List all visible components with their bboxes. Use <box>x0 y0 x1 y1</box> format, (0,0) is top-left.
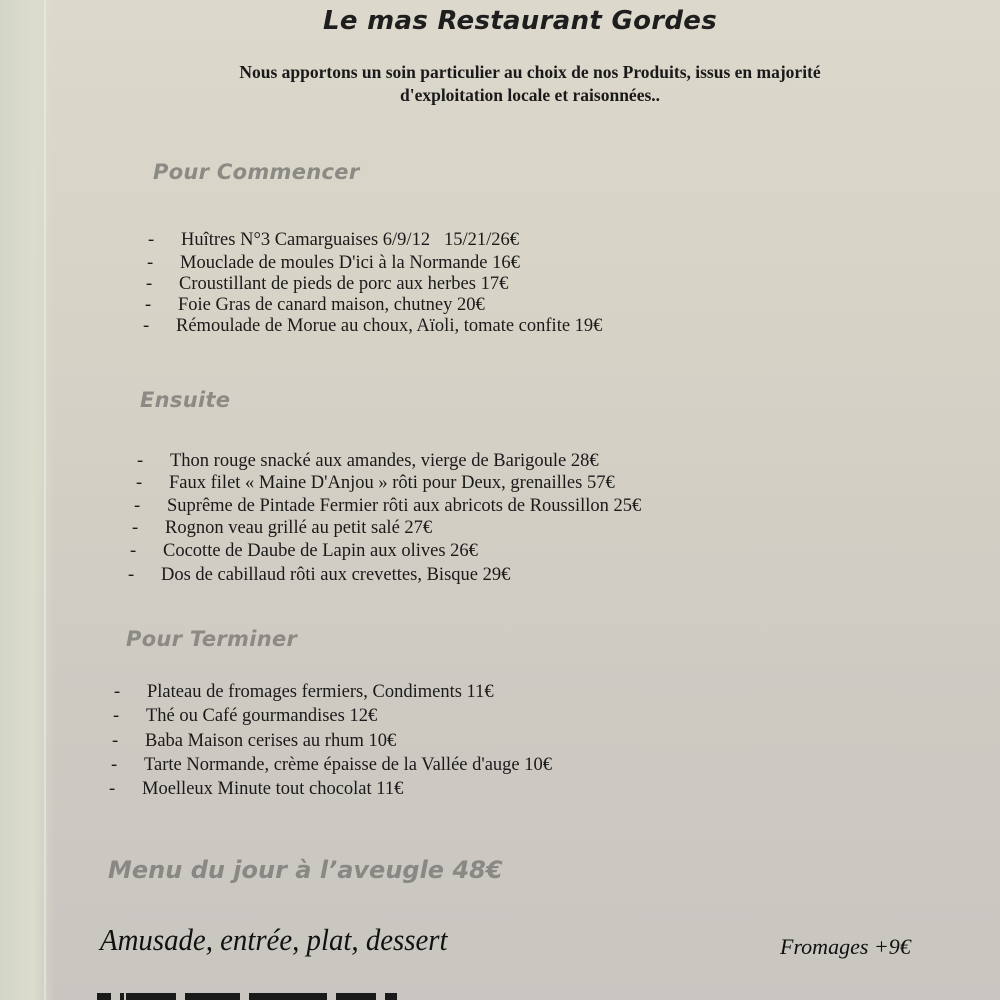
menu-item <box>147 253 520 274</box>
menu-item <box>114 682 494 703</box>
item-dash: - <box>148 230 155 250</box>
item-text: Thé ou Café gourmandises 12€ <box>146 706 378 726</box>
item-dash: - <box>146 274 153 294</box>
menu-item <box>134 496 641 517</box>
item-dash: - <box>147 253 154 273</box>
paper-edge-shadow <box>0 0 55 1000</box>
item-text: Rognon veau grillé au petit salé 27€ <box>165 518 433 538</box>
cropped-text-line <box>97 993 557 1000</box>
menu-du-jour-courses: Amusade, entrée, plat, dessert <box>100 922 448 957</box>
item-dash: - <box>136 473 143 493</box>
intro-line-2: d'exploitation locale et raisonnées.. <box>399 85 661 105</box>
item-text: Suprême de Pintade Fermier rôti aux abricots de Roussillon 25€ <box>167 496 642 516</box>
item-text: Dos de cabillaud rôti aux crevettes, Bisque 29€ <box>161 565 511 585</box>
item-dash: - <box>128 565 135 585</box>
item-dash: - <box>145 295 152 315</box>
restaurant-title: Le mas Restaurant Gordes <box>322 6 718 36</box>
item-text: Moelleux Minute tout chocolat 11€ <box>142 779 404 799</box>
item-text: Mouclade de moules D'ici à la Normande 16€ <box>180 253 520 273</box>
item-text: Baba Maison cerises au rhum 10€ <box>145 731 397 751</box>
menu-item <box>146 274 508 295</box>
menu-item <box>132 518 432 539</box>
section-heading-pour-commencer: Pour Commencer <box>153 160 360 184</box>
item-text: Croustillant de pieds de porc aux herbes 17€ <box>179 274 509 294</box>
menu-item <box>136 473 615 494</box>
item-text: Thon rouge snacké aux amandes, vierge de Barigoule 28€ <box>170 451 599 471</box>
menu-item <box>111 755 552 776</box>
menu-item <box>113 706 377 727</box>
menu-item <box>137 451 599 472</box>
item-dash: - <box>113 706 120 726</box>
menu-item <box>143 316 602 337</box>
item-dash: - <box>112 731 119 751</box>
cheese-supplement: Fromages +9€ <box>780 934 911 959</box>
intro-text <box>130 61 930 107</box>
section-heading-pour-terminer: Pour Terminer <box>126 627 298 651</box>
item-dash: - <box>114 682 121 702</box>
menu-item <box>130 541 478 562</box>
item-dash: - <box>111 755 118 775</box>
item-dash: - <box>132 518 139 538</box>
menu-item <box>145 295 485 316</box>
item-text: Foie Gras de canard maison, chutney 20€ <box>178 295 485 315</box>
menu-item <box>128 565 510 586</box>
item-text: Tarte Normande, crème épaisse de la Vallée d'auge 10€ <box>144 755 553 775</box>
intro-line-1: Nous apportons un soin particulier au choix de nos Produits, issus en majorité <box>239 62 821 82</box>
menu-du-jour-heading: Menu du jour à l’aveugle 48€ <box>108 856 503 884</box>
item-text: Faux filet « Maine D'Anjou » rôti pour Deux, grenailles 57€ <box>169 473 615 493</box>
menu-item <box>148 230 519 251</box>
menu-item <box>109 779 403 800</box>
item-dash: - <box>137 451 144 471</box>
item-text: Huîtres N°3 Camarguaises 6/9/12 15/21/26€ <box>181 230 519 250</box>
item-text: Rémoulade de Morue au choux, Aïoli, tomate confite 19€ <box>176 316 603 336</box>
item-text: Plateau de fromages fermiers, Condiments 11€ <box>147 682 494 702</box>
item-dash: - <box>109 779 116 799</box>
item-dash: - <box>134 496 141 516</box>
menu-item <box>112 731 396 752</box>
item-dash: - <box>130 541 137 561</box>
item-dash: - <box>143 316 150 336</box>
item-text: Cocotte de Daube de Lapin aux olives 26€ <box>163 541 478 561</box>
section-heading-ensuite: Ensuite <box>140 388 231 412</box>
